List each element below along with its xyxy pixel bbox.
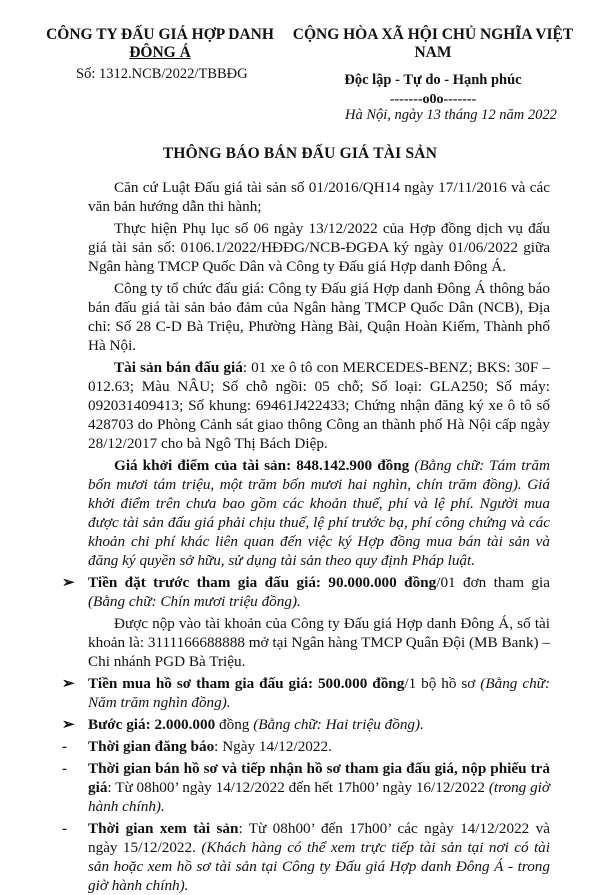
document-title: THÔNG BÁO BÁN ĐẤU GIÁ TÀI SẢN (162, 145, 438, 162)
bid-step-words: (Bằng chữ: Hai triệu đồng). (253, 716, 424, 733)
announcement-item (62, 737, 550, 756)
reference-number: Số: 1312.NCB/2022/TBBĐG (76, 66, 248, 82)
bid-step-tail: đồng (215, 716, 254, 733)
viewing-item (62, 819, 550, 895)
announcement-label: Thời gian đăng báo (88, 738, 215, 755)
viewing-note: (Khách hàng có thể xem trực tiếp tài sản tại nơi có tài sản hoặc xem hồ sơ tài sản tại Công ty Đấu giá Hợp danh Đông Á - trong giờ hành chính). (88, 839, 550, 894)
dossier-sale-note: (trong giờ hành chính). (88, 779, 551, 815)
start-price-words: (Bằng chữ: Tám trăm bốn mươi tám triệu, một trăm bốn mươi hai nghìn, chín trăm đồng). Giá khởi điểm trên chưa bao gồm các khoản thuế, phí và lệ phí. Người mua được tài sản đấu giá phải chịu thuế, lệ phí trước bạ, phí công chứng và các khoản chi phí khác liên quan đến việc ký Hợp đồng mua bán tài sản và đăng ký quyền sở hữu, sử dụng tài sản theo quy định Pháp luật. (88, 457, 550, 569)
motto-divider: -------o0o------- (389, 92, 477, 107)
company-name (45, 26, 275, 62)
start-price-label: Giá khởi điểm của tài sản (114, 457, 287, 474)
dash-bullet: - (62, 760, 68, 777)
asset-paragraph (88, 358, 550, 453)
dossier-sale-item (62, 759, 551, 816)
dossier-fee-tail: /1 bộ hồ sơ (404, 675, 481, 692)
viewing-time: : Từ 08h00’ đến 17h00’ các ngày 14/12/2022 và ngày 15/12/2022. (88, 820, 550, 856)
company-name-line2: ĐÔNG Á (129, 44, 191, 61)
arrow-bullet-icon: ➢ (62, 574, 75, 591)
viewing-label: Thời gian xem tài sản (88, 820, 239, 837)
asset-description: : 01 xe ô tô con MERCEDES-BENZ; BKS: 30F – 012.63; Màu NÂU; Số chỗ ngồi: 05 chỗ; Số loại: GLA250; Số máy: 092031409413; Số khung: 69461J422433; Chứng nhận đăng ký xe ô tô số 428703 do Phòng Cảnh sát giao thông Công an thành phố Hà Nội cấp ngày 28/12/2017 cho bà Ngô Thị Bách Diệp. (88, 359, 550, 452)
contract-paragraph: Thực hiện Phụ lục số 06 ngày 13/12/2022 của Hợp đồng dịch vụ đấu giá tài sản số: 0106.1/2022/HĐĐG/NCB-ĐGĐA ký ngày 01/06/2022 giữa Ngân hàng TMCP Quốc Dân và Công ty Đấu giá Hợp danh Đông Á. (88, 220, 550, 275)
organizer-paragraph: Công ty tổ chức đấu giá: Công ty Đấu giá Hợp danh Đông Á thông báo bán đấu giá tài sản bảo đảm của Ngân hàng TMCP Quốc Dân (NCB), Địa chỉ: Số 28 C-D Bà Triệu, Phường Hàng Bài, Quận Hoàn Kiếm, Thành phố Hà Nội. (88, 280, 550, 354)
nation-title: CỘNG HÒA XÃ HỘI CHỦ NGHĨA VIỆT NAM (292, 26, 574, 61)
dossier-fee-value: : 500.000 đồng (307, 675, 405, 692)
arrow-bullet-icon: ➢ (62, 675, 75, 692)
place-date: Hà Nội, ngày 13 tháng 12 năm 2022 (345, 107, 557, 123)
dash-bullet: - (62, 820, 68, 837)
bid-step-item (62, 715, 550, 734)
deposit-account-paragraph: Được nộp vào tài khoản của Công ty Đấu giá Hợp danh Đông Á, số tài khoản là: 3111166688888 mở tại Ngân hàng TMCP Quân Đội (MB Bank) – Chi nhánh PGD Bà Triệu. (88, 615, 550, 670)
deposit-label: Tiền đặt trước tham gia đấu giá (88, 574, 316, 591)
bid-step-label: Bước giá (88, 716, 146, 733)
deposit-words: (Bằng chữ: Chín mươi triệu đồng). (88, 593, 301, 610)
dash-bullet: - (62, 738, 68, 755)
start-price-paragraph (88, 456, 550, 570)
deposit-item (62, 573, 550, 611)
announcement-date: : Ngày 14/12/2022. (214, 738, 332, 755)
legal-basis-paragraph: Căn cứ Luật Đấu giá tài sản số 01/2016/QH14 ngày 17/11/2016 và các văn bản hướng dẫn thi hành; (88, 179, 550, 215)
bid-step-value: : 2.000.000 (145, 716, 216, 733)
arrow-bullet-icon: ➢ (62, 716, 75, 733)
deposit-tail: /01 đơn tham gia (436, 574, 550, 591)
dossier-sale-time: : Từ 08h00’ ngày 14/12/2022 đến hết 17h00’ ngày 16/12/2022 (107, 779, 489, 796)
company-name-line1: CÔNG TY ĐẤU GIÁ HỢP DANH (46, 26, 274, 43)
national-header (283, 26, 583, 108)
dossier-sale-label: Thời gian bán hồ sơ và tiếp nhận hồ sơ tham gia đấu giá, nộp phiếu trả giá (88, 760, 550, 796)
asset-label: Tài sản bán đấu giá (114, 359, 243, 376)
dossier-fee-words: (Bằng chữ: Năm trăm nghìn đồng). (88, 675, 550, 711)
document-body (62, 178, 551, 895)
dossier-fee-item (62, 674, 550, 712)
start-price-value: : 848.142.900 đồng (286, 457, 410, 474)
dossier-fee-label: Tiền mua hồ sơ tham gia đấu giá (88, 675, 308, 692)
deposit-value: : 90.000.000 đồng (315, 574, 437, 591)
national-motto: Độc lập - Tự do - Hạnh phúc (344, 72, 522, 88)
